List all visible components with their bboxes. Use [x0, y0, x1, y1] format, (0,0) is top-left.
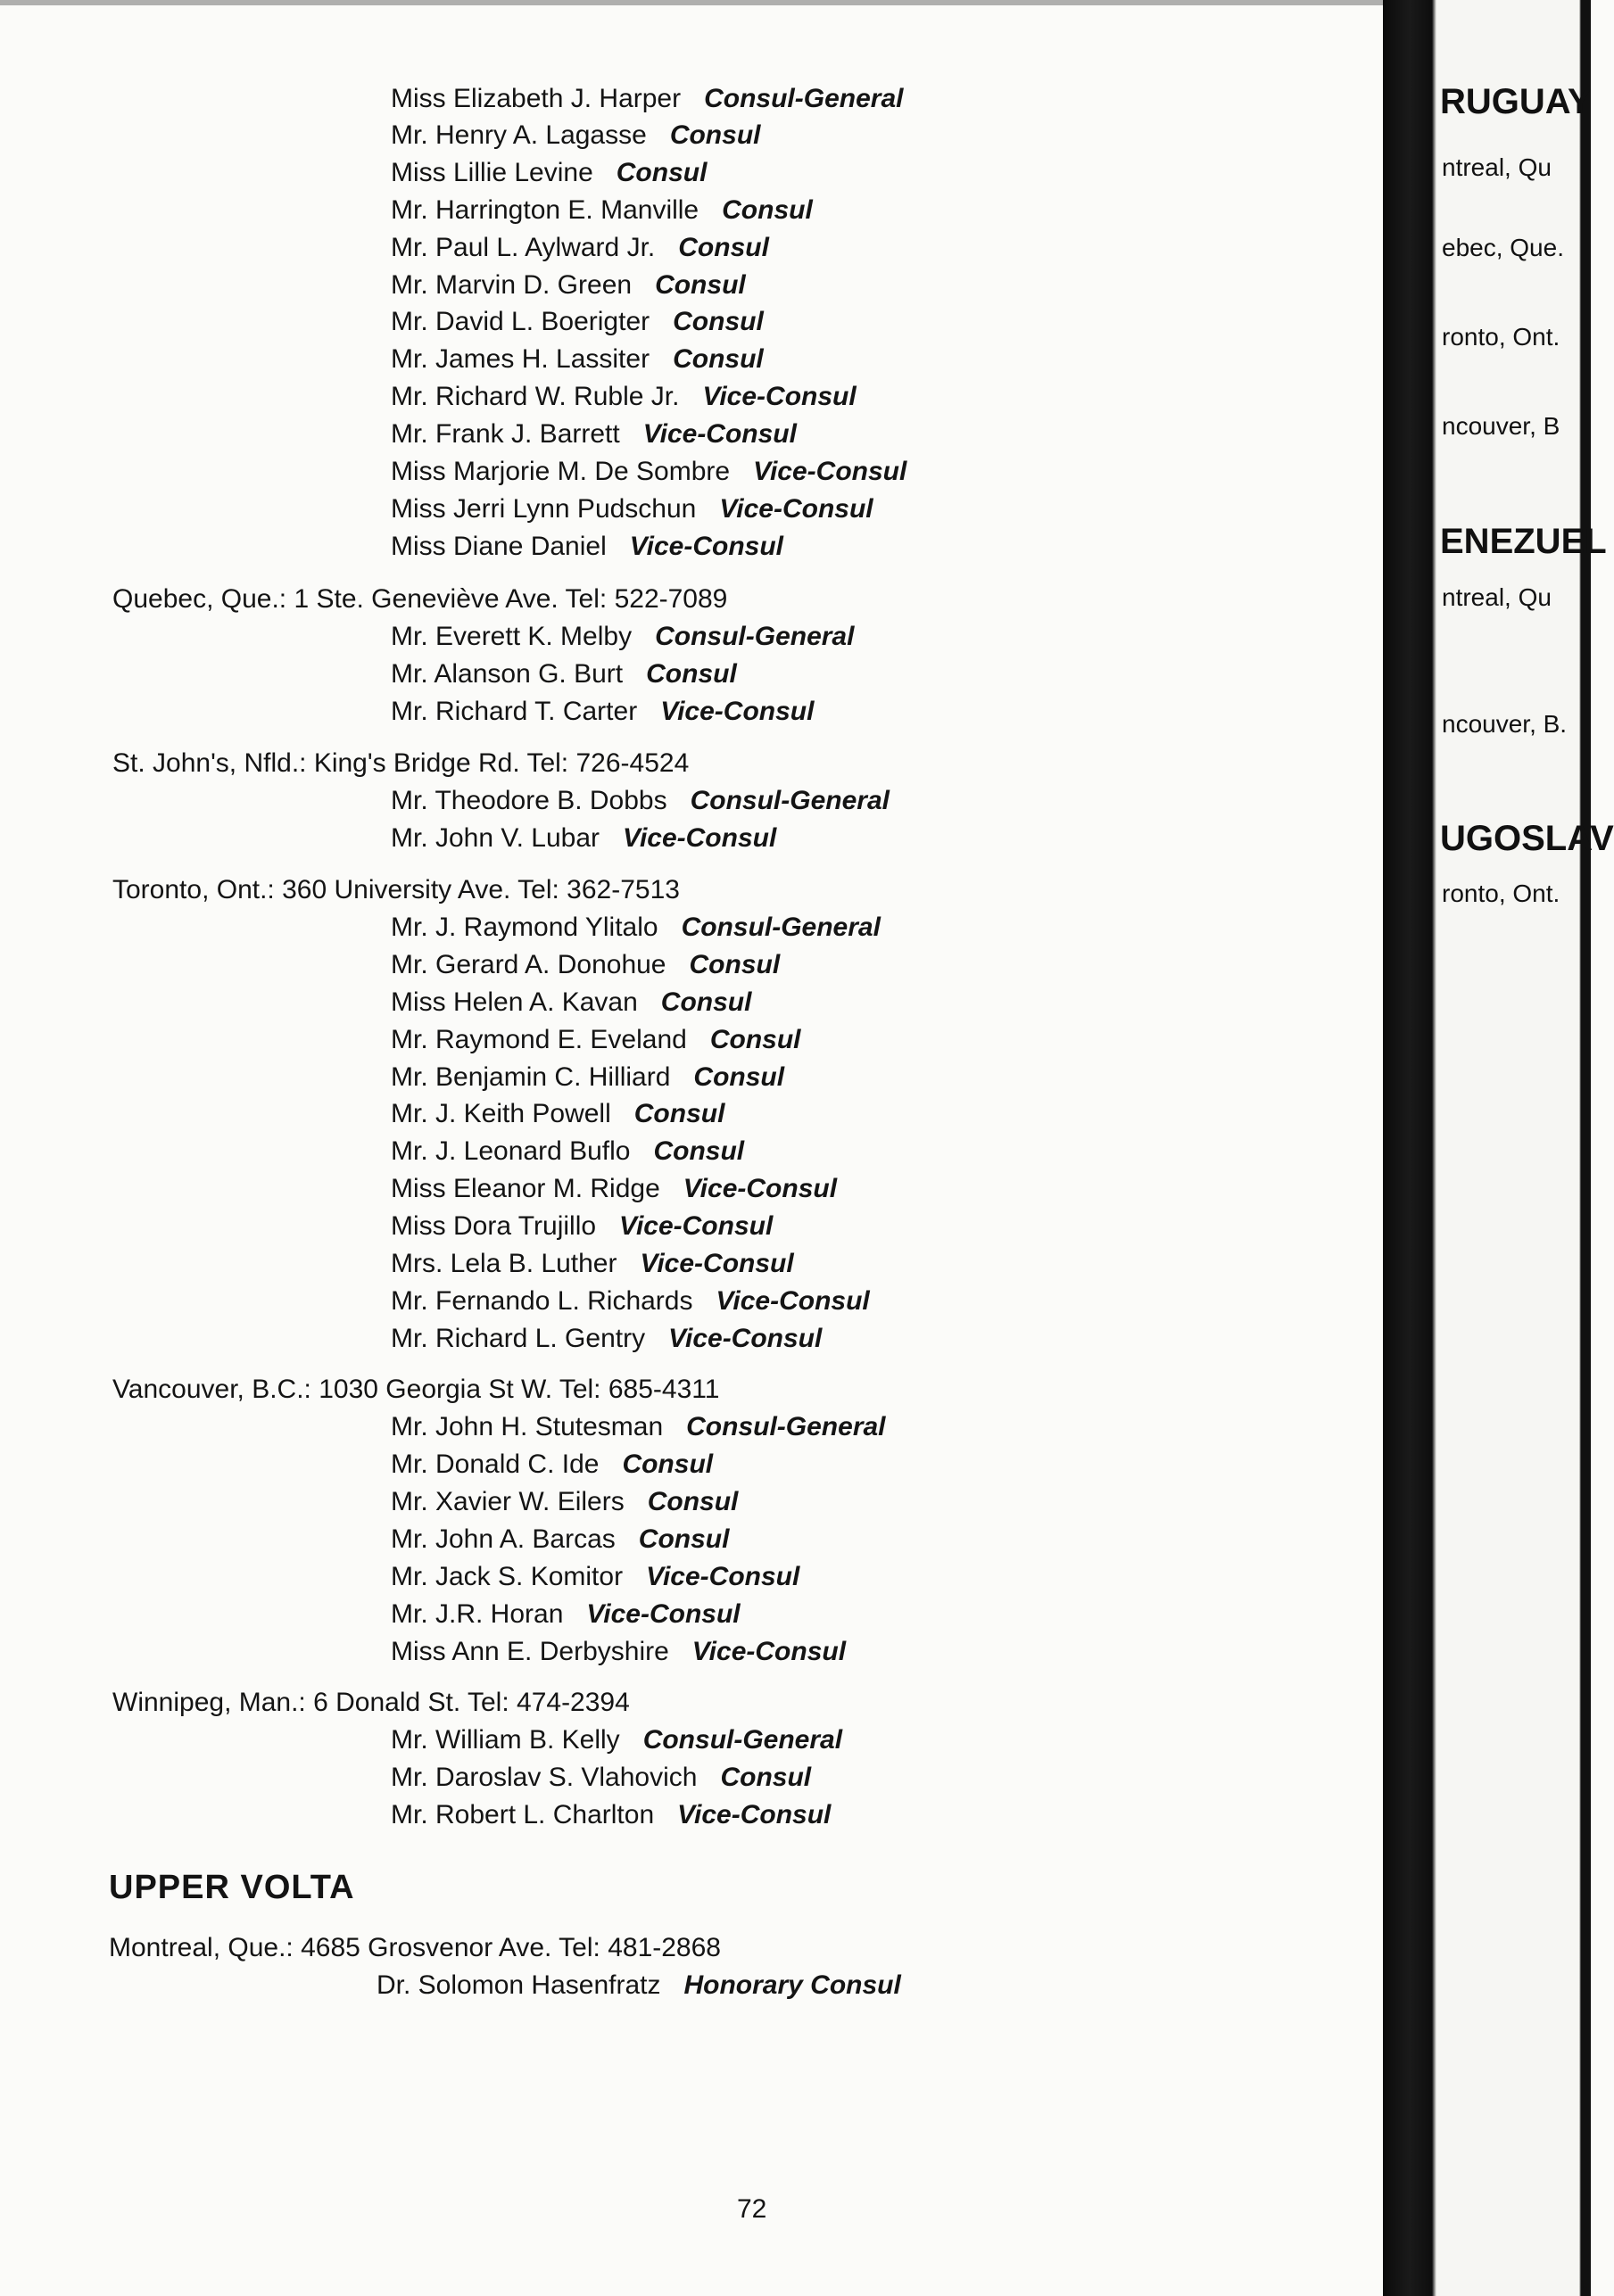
directory-entry: [391, 1136, 744, 1168]
entry-name: Miss Marjorie M. De Sombre: [391, 457, 731, 486]
entry-title: Consul: [622, 1449, 714, 1479]
entry-title: Consul: [693, 1062, 785, 1092]
entry-name: Mr. Benjamin C. Hilliard: [391, 1062, 671, 1092]
entry-name: Miss Elizabeth J. Harper: [391, 84, 682, 113]
entry-title: Consul-General: [686, 1412, 886, 1441]
entry-name: Mr. Xavier W. Eilers: [391, 1487, 625, 1516]
entry-name: Mr. John H. Stutesman: [391, 1412, 664, 1441]
directory-entry: [391, 157, 707, 189]
entry-title: Consul-General: [704, 84, 904, 113]
entry-title: Vice-Consul: [719, 494, 873, 524]
directory-entry: [391, 1561, 799, 1593]
facing-page-text: ronto, Ont.: [1442, 880, 1560, 907]
directory-entry: [391, 1024, 801, 1056]
facing-page-heading: UGOSLAV: [1440, 819, 1614, 858]
country-heading: UPPER VOLTA: [109, 1869, 355, 1906]
entry-title: Vice-Consul: [716, 1286, 870, 1316]
directory-entry: [377, 1970, 901, 2002]
entry-name: Miss Dora Trujillo: [391, 1211, 597, 1241]
entry-name: Miss Jerri Lynn Pudschun: [391, 494, 697, 524]
directory-entry: [391, 493, 873, 525]
entry-name: Miss Diane Daniel: [391, 532, 607, 561]
directory-entry: [391, 1411, 886, 1443]
entry-title: Vice-Consul: [586, 1599, 741, 1629]
entry-name: Mr. Paul L. Aylward Jr.: [391, 233, 656, 262]
entry-name: Mr. Theodore B. Dobbs: [391, 786, 667, 815]
directory-entry: [391, 987, 751, 1019]
entry-name: Mr. Everett K. Melby: [391, 622, 633, 651]
entry-title: Honorary Consul: [683, 1970, 901, 2000]
entry-name: Dr. Solomon Hasenfratz: [377, 1970, 661, 2000]
entry-name: Mr. J. Keith Powell: [391, 1099, 611, 1128]
directory-entry: [391, 1248, 794, 1280]
entry-name: Mr. Richard L. Gentry: [391, 1324, 646, 1353]
directory-entry: [391, 822, 776, 855]
directory-entry: [391, 418, 797, 450]
directory-entry: [391, 343, 764, 376]
entry-title: Consul: [709, 1025, 801, 1054]
entry-title: Vice-Consul: [623, 823, 777, 853]
facing-page-text: ncouver, B: [1442, 412, 1560, 440]
directory-entry: [391, 658, 737, 690]
entry-title: Consul-General: [681, 913, 881, 942]
facing-page-heading: RUGUAY: [1440, 82, 1592, 121]
entry-name: Mr. David L. Boerigter: [391, 307, 650, 336]
entry-title: Consul: [647, 1487, 739, 1516]
directory-entry: [391, 912, 881, 944]
office-address: Winnipeg, Man.: 6 Donald St. Tel: 474-2394: [112, 1688, 630, 1717]
entry-name: Miss Lillie Levine: [391, 158, 593, 187]
facing-page-text: ncouver, B.: [1442, 710, 1568, 738]
directory-entry: [391, 1173, 837, 1205]
entry-title: Vice-Consul: [702, 382, 857, 411]
entry-title: Consul: [633, 1099, 725, 1128]
directory-entry: [391, 194, 813, 227]
entry-name: Mr. Richard W. Ruble Jr.: [391, 382, 680, 411]
entry-title: Vice-Consul: [629, 532, 784, 561]
entry-name: Mr. Frank J. Barrett: [391, 419, 620, 449]
entry-title: Vice-Consul: [640, 1249, 794, 1278]
directory-entry: [391, 1486, 738, 1518]
directory-entry: [391, 1323, 822, 1355]
directory-entry: [391, 1061, 784, 1094]
entry-title: Consul: [616, 158, 708, 187]
office-address: Quebec, Que.: 1 Ste. Geneviève Ave. Tel: 522-7089: [112, 584, 728, 614]
office-address: St. John's, Nfld.: King's Bridge Rd. Tel: 726-4524: [112, 748, 690, 778]
entry-title: Vice-Consul: [660, 697, 815, 726]
entry-name: Mr. Alanson G. Burt: [391, 659, 624, 689]
entry-name: Mrs. Lela B. Luther: [391, 1249, 617, 1278]
facing-page-text: ntreal, Qu: [1442, 153, 1552, 181]
entry-title: Consul: [655, 270, 746, 300]
directory-entry: [391, 1799, 831, 1831]
facing-page-heading: ENEZUEL: [1440, 522, 1607, 561]
directory-entry: [391, 1762, 811, 1794]
directory-entry: [391, 83, 903, 115]
entry-title: Vice-Consul: [619, 1211, 774, 1241]
directory-entry: [391, 696, 814, 728]
directory-entry: [391, 381, 857, 413]
directory-entry: [391, 1524, 729, 1556]
office-address: Montreal, Que.: 4685 Grosvenor Ave. Tel: 481-2868: [109, 1933, 721, 1962]
entry-title: Consul: [673, 307, 764, 336]
entry-name: Mr. John V. Lubar: [391, 823, 600, 853]
entry-title: Consul-General: [655, 622, 855, 651]
directory-entry: [391, 1636, 846, 1668]
entry-title: Consul: [669, 120, 761, 150]
office-address: Vancouver, B.C.: 1030 Georgia St W. Tel: 685-4311: [112, 1375, 720, 1404]
entry-name: Mr. Richard T. Carter: [391, 697, 638, 726]
entry-title: Consul: [673, 344, 764, 374]
directory-entry: [391, 306, 764, 338]
entry-title: Vice-Consul: [683, 1174, 838, 1203]
directory-entry: [391, 949, 780, 981]
entry-title: Consul: [660, 987, 752, 1017]
entry-title: Consul: [720, 1763, 812, 1792]
entry-name: Mr. J. Raymond Ylitalo: [391, 913, 658, 942]
entry-title: Consul: [678, 233, 769, 262]
entry-title: Consul: [653, 1136, 745, 1166]
facing-page-text: ebec, Que.: [1442, 234, 1564, 261]
entry-title: Consul: [646, 659, 737, 689]
entry-name: Mr. Jack S. Komitor: [391, 1562, 624, 1591]
entry-name: Mr. Harrington E. Manville: [391, 195, 699, 225]
directory-entry: [391, 621, 854, 653]
entry-name: Mr. William B. Kelly: [391, 1725, 620, 1755]
entry-title: Vice-Consul: [646, 1562, 800, 1591]
facing-page-text: ntreal, Qu: [1442, 583, 1552, 611]
entry-name: Mr. Donald C. Ide: [391, 1449, 600, 1479]
top-rule: [0, 0, 1383, 5]
entry-title: Vice-Consul: [677, 1800, 832, 1829]
entry-name: Mr. Daroslav S. Vlahovich: [391, 1763, 698, 1792]
entry-title: Consul-General: [690, 786, 890, 815]
directory-entry: [391, 1098, 724, 1130]
entry-title: Vice-Consul: [753, 457, 907, 486]
entry-name: Mr. J. Leonard Buflo: [391, 1136, 631, 1166]
entry-name: Miss Ann E. Derbyshire: [391, 1637, 669, 1666]
entry-name: Mr. Fernando L. Richards: [391, 1286, 693, 1316]
directory-entry: [391, 232, 769, 264]
entry-name: Miss Eleanor M. Ridge: [391, 1174, 660, 1203]
directory-entry: [391, 269, 746, 301]
entry-name: Mr. J.R. Horan: [391, 1599, 564, 1629]
facing-page-edge: [1383, 0, 1614, 2296]
facing-page-text: ronto, Ont.: [1442, 323, 1560, 351]
directory-entry: [391, 1285, 870, 1317]
entry-title: Consul: [638, 1524, 730, 1554]
directory-entry: [391, 785, 890, 817]
entry-title: Consul: [722, 195, 813, 225]
page-number: 72: [737, 2194, 767, 2224]
directory-entry: [391, 456, 906, 488]
entry-name: Mr. Gerard A. Donohue: [391, 950, 666, 979]
directory-entry: [391, 1449, 713, 1481]
entry-title: Vice-Consul: [642, 419, 797, 449]
entry-name: Mr. Robert L. Charlton: [391, 1800, 655, 1829]
directory-entry: [391, 531, 783, 563]
entry-title: Vice-Consul: [691, 1637, 847, 1666]
entry-name: Mr. John A. Barcas: [391, 1524, 616, 1554]
directory-entry: [391, 120, 760, 152]
entry-title: Consul: [689, 950, 781, 979]
entry-name: Mr. Raymond E. Eveland: [391, 1025, 687, 1054]
office-address: Toronto, Ont.: 360 University Ave. Tel: 362-7513: [112, 875, 680, 904]
entry-name: Mr. Marvin D. Green: [391, 270, 633, 300]
entry-title: Vice-Consul: [668, 1324, 823, 1353]
entry-name: Mr. Henry A. Lagasse: [391, 120, 647, 150]
directory-entry: [391, 1724, 842, 1756]
entry-name: Mr. James H. Lassiter: [391, 344, 650, 374]
directory-entry: [391, 1210, 773, 1243]
directory-entry: [391, 1598, 741, 1631]
entry-title: Consul-General: [642, 1725, 843, 1755]
entry-name: Miss Helen A. Kavan: [391, 987, 638, 1017]
